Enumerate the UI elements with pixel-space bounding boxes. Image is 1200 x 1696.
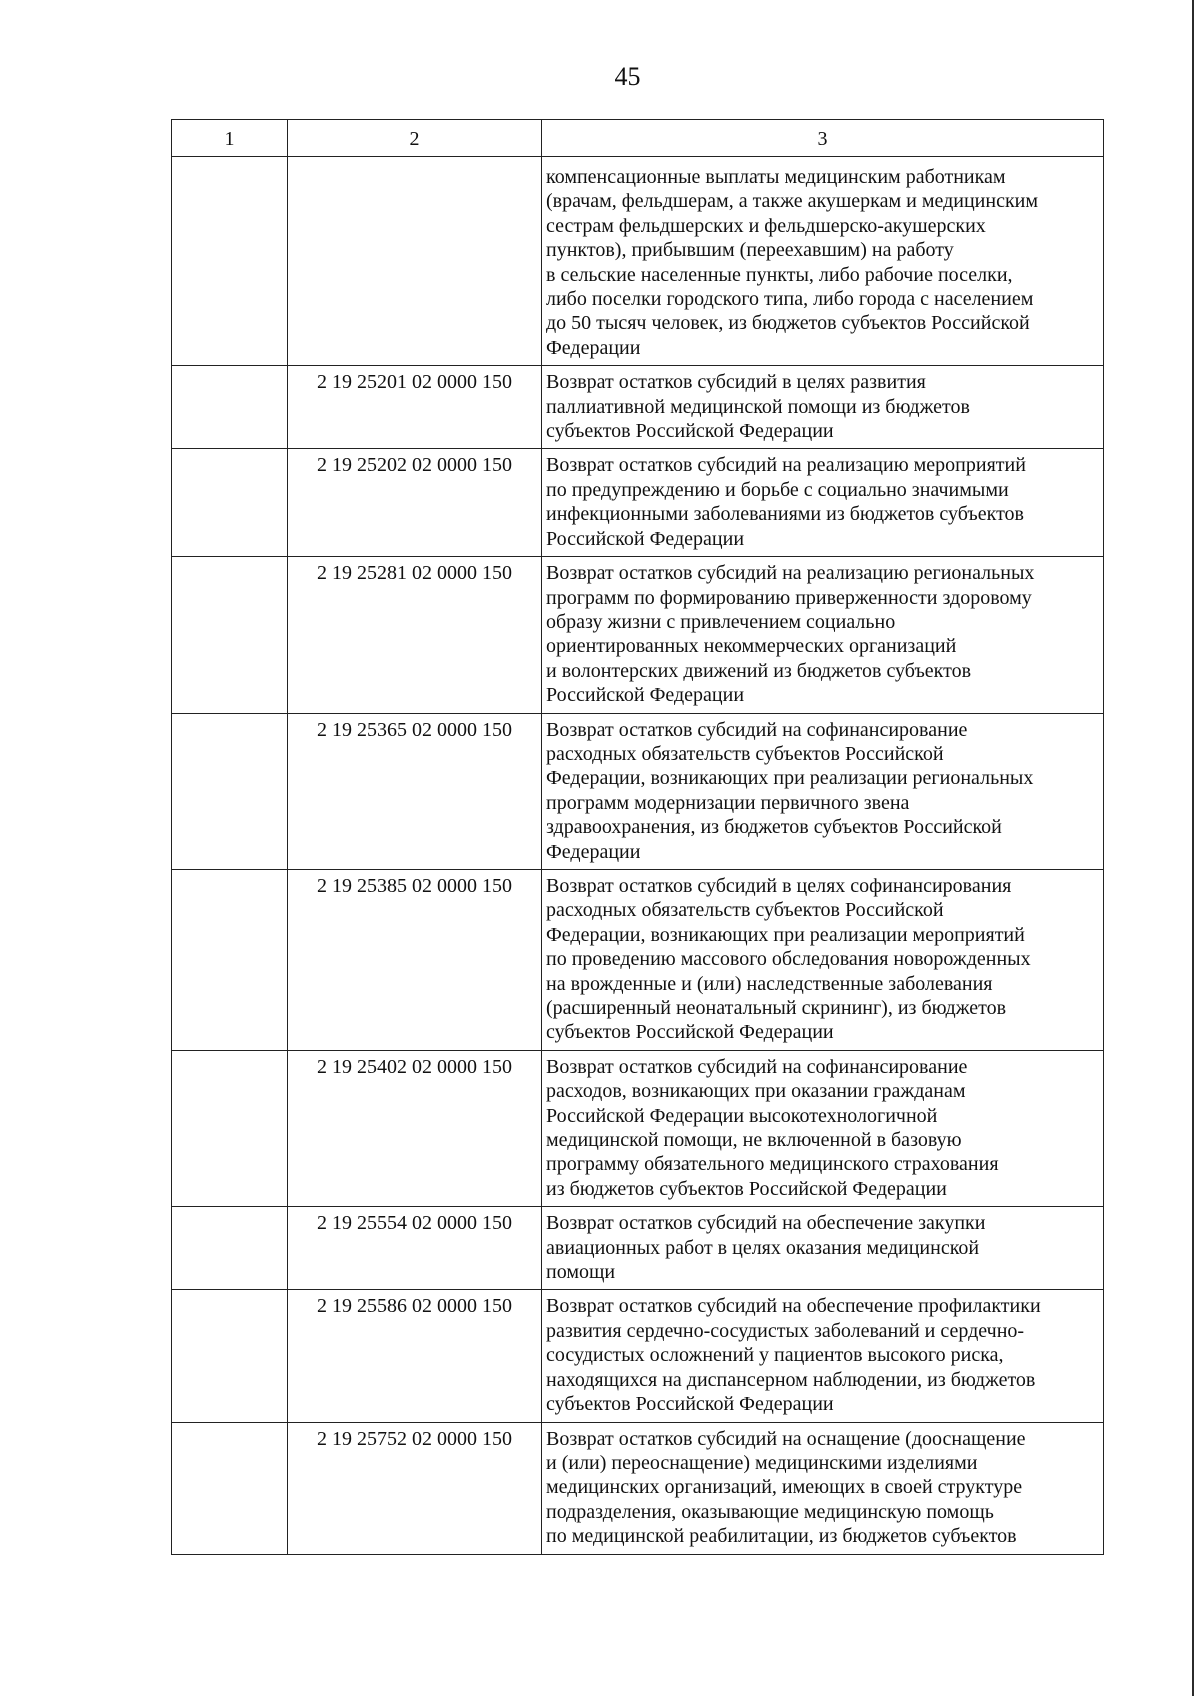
code-description (542, 157, 1104, 366)
description-line: по проведению массового обследования новорожденных (546, 948, 1031, 971)
description-line: расходных обязательств субъектов Российской (546, 742, 944, 765)
cell-col-1 (172, 1290, 288, 1422)
header-col-1: 1 (172, 120, 288, 157)
description-line: программ модернизации первичного звена (546, 791, 910, 814)
description-line: программ по формированию приверженности здоровому (546, 586, 1032, 609)
description-line: авиационных работ в целях оказания медицинской (546, 1236, 980, 1259)
description-line: расходов, возникающих при оказании гражданам (546, 1080, 966, 1103)
table-row (172, 869, 1104, 1050)
description-line: субъектов Российской Федерации (546, 1393, 834, 1416)
description-line: Федерации, возникающих при реализации региональных (546, 767, 1034, 790)
description-line: Федерации, возникающих при реализации мероприятий (546, 923, 1025, 946)
cell-col-1 (172, 869, 288, 1050)
cell-col-1 (172, 1422, 288, 1554)
description-line: паллиативной медицинской помощи из бюджетов (546, 395, 970, 418)
description-line: либо поселки городского типа, либо города с населением (546, 288, 1034, 311)
table-row (172, 557, 1104, 713)
budget-code: 2 19 25385 02 0000 150 (288, 869, 542, 1050)
description-line: на врожденные и (или) наследственные заболевания (546, 972, 993, 995)
description-line: Возврат остатков субсидий на реализацию региональных (546, 562, 1035, 585)
table-row (172, 1207, 1104, 1290)
cell-col-1 (172, 449, 288, 557)
code-description (542, 1422, 1104, 1554)
budget-code: 2 19 25201 02 0000 150 (288, 366, 542, 449)
table-body (172, 157, 1104, 1555)
description-line: здравоохранения, из бюджетов субъектов Российской (546, 816, 1002, 839)
description-line: Российской Федерации (546, 527, 745, 550)
description-line: подразделения, оказывающие медицинскую помощь (546, 1500, 994, 1523)
table-row (172, 449, 1104, 557)
description-line: субъектов Российской Федерации (546, 1021, 834, 1044)
budget-code: 2 19 25281 02 0000 150 (288, 557, 542, 713)
description-line: субъектов Российской Федерации (546, 420, 834, 443)
description-line: Возврат остатков субсидий в целях развития (546, 371, 926, 394)
description-line: медицинской помощи, не включенной в базовую (546, 1129, 962, 1152)
description-line: помощи (546, 1261, 616, 1284)
budget-code: 2 19 25554 02 0000 150 (288, 1207, 542, 1290)
header-col-2: 2 (288, 120, 542, 157)
cell-col-1 (172, 557, 288, 713)
code-description (542, 1050, 1104, 1206)
description-line: сестрам фельдшерских и фельдшерско-акушерских (546, 214, 986, 237)
budget-code: 2 19 25402 02 0000 150 (288, 1050, 542, 1206)
table-row (172, 1050, 1104, 1206)
description-line: пунктов), прибывшим (переехавшим) на работу (546, 239, 954, 262)
description-line: Возврат остатков субсидий на оснащение (дооснащение (546, 1427, 1026, 1450)
description-line: и волонтерских движений из бюджетов субъектов (546, 659, 972, 682)
table-row (172, 1290, 1104, 1422)
code-description (542, 713, 1104, 869)
page-number: 45 (614, 62, 641, 91)
table-row (172, 157, 1104, 366)
budget-code: 2 19 25752 02 0000 150 (288, 1422, 542, 1554)
description-line: образу жизни с привлечением социально (546, 610, 896, 633)
description-line: медицинских организаций, имеющих в своей структуре (546, 1476, 1023, 1499)
description-line: (врачам, фельдшерам, а также акушеркам и медицинским (546, 190, 1039, 213)
header-col-3: 3 (542, 120, 1104, 157)
description-line: в сельские населенные пункты, либо рабочие поселки, (546, 263, 1013, 286)
description-line: Возврат остатков субсидий на софинансирование (546, 1055, 968, 1078)
description-line: из бюджетов субъектов Российской Федерации (546, 1177, 947, 1200)
description-line: по предупреждению и борьбе с социально значимыми (546, 478, 1009, 501)
cell-col-1 (172, 366, 288, 449)
budget-code: 2 19 25365 02 0000 150 (288, 713, 542, 869)
budget-codes-table (171, 119, 1104, 1555)
code-description (542, 869, 1104, 1050)
cell-col-1 (172, 157, 288, 366)
description-line: Возврат остатков субсидий в целях софинансирования (546, 874, 1012, 897)
description-line: расходных обязательств субъектов Российской (546, 899, 944, 922)
description-line: Российской Федерации (546, 684, 745, 707)
description-line: развития сердечно-сосудистых заболеваний и сердечно- (546, 1319, 1025, 1342)
description-line: Возврат остатков субсидий на обеспечение закупки (546, 1212, 986, 1235)
cell-col-1 (172, 1207, 288, 1290)
description-line: находящихся на диспансерном наблюдении, из бюджетов (546, 1368, 1036, 1391)
cell-col-1 (172, 1050, 288, 1206)
table-row (172, 713, 1104, 869)
table-row (172, 1422, 1104, 1554)
description-line: до 50 тысяч человек, из бюджетов субъектов Российской (546, 312, 1030, 335)
description-line: ориентированных некоммерческих организаций (546, 635, 957, 658)
code-description (542, 1290, 1104, 1422)
budget-code: 2 19 25586 02 0000 150 (288, 1290, 542, 1422)
description-line: и (или) переоснащение) медицинскими изделиями (546, 1451, 978, 1474)
code-description (542, 366, 1104, 449)
budget-code (288, 157, 542, 366)
description-line: (расширенный неонатальный скрининг), из бюджетов (546, 997, 1007, 1019)
description-line: Возврат остатков субсидий на реализацию мероприятий (546, 454, 1026, 477)
code-description (542, 449, 1104, 557)
cell-col-1 (172, 713, 288, 869)
page-edge-line (1192, 0, 1194, 1696)
description-line: Федерации (546, 336, 641, 359)
description-line: сосудистых осложнений у пациентов высокого риска, (546, 1344, 1004, 1367)
description-line: по медицинской реабилитации, из бюджетов субъектов (546, 1525, 1017, 1548)
budget-code: 2 19 25202 02 0000 150 (288, 449, 542, 557)
code-description (542, 557, 1104, 713)
description-line: Возврат остатков субсидий на обеспечение профилактики (546, 1295, 1041, 1318)
description-line: программу обязательного медицинского страхования (546, 1153, 999, 1176)
description-line: инфекционными заболеваниями из бюджетов субъектов (546, 503, 1024, 526)
table-row (172, 366, 1104, 449)
description-line: Российской Федерации высокотехнологичной (546, 1104, 938, 1127)
description-line: Возврат остатков субсидий на софинансирование (546, 718, 968, 741)
description-line: Федерации (546, 840, 641, 863)
description-line: компенсационные выплаты медицинским работникам (546, 166, 1006, 188)
code-description (542, 1207, 1104, 1290)
table-header-row (172, 120, 1104, 157)
